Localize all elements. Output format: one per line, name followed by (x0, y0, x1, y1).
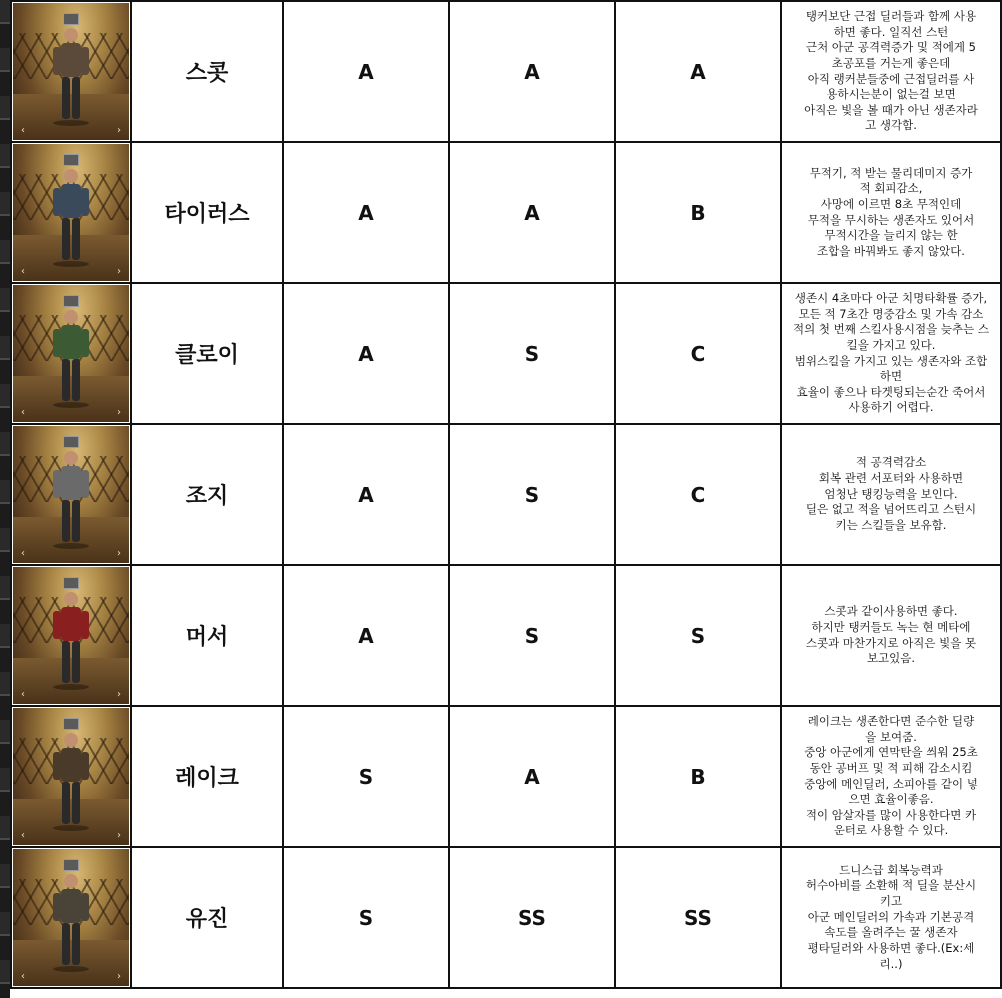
grade-2: S (449, 565, 615, 706)
survivor-description: 레이크는 생존한다면 준수한 딜량 을 보여줌. 중앙 아군에게 연막탄을 씌워 25초 동안 공버프 및 적 피해 감소시킴 중앙에 메인딜러, 소피아를 같이 넣 으면 효율이좋음. 적이 암살자를 많이 사용한다면 카 운터로 사용할 수 있다. (804, 714, 978, 838)
table-row (11, 142, 1001, 283)
next-arrow-icon[interactable]: › (117, 548, 121, 559)
character-portrait[interactable] (13, 3, 129, 140)
table-row (11, 283, 1001, 424)
character-figure (47, 23, 95, 127)
character-portrait[interactable] (13, 708, 129, 845)
character-figure (47, 728, 95, 832)
survivor-description: 탱커보단 근접 딜러들과 함께 사용 하면 좋다. 일직선 스턴 근처 아군 공격력증가 및 적에게 5 초공포를 거는게 좋은데 아직 랭커분들중에 근접딜러를 사 용하시는분이 없는걸 보면 아직은 빛을 볼 때가 아닌 생존자라 고 생각함. (804, 9, 978, 133)
grade-3: C (615, 283, 781, 424)
table-row (11, 424, 1001, 565)
survivor-description: 드니스급 회복능력과 허수아비를 소환해 적 딜을 분산시 키고 아군 메인딜러의 가속과 기본공격 속도를 올려주는 꿀 생존자 평타딜러와 사용하면 좋다.(Ex:세 리..) (805, 862, 977, 971)
table-row (11, 565, 1001, 706)
grade-3: B (615, 706, 781, 847)
character-figure (47, 446, 95, 550)
survivor-name: 클로이 (131, 283, 283, 424)
grade-3: A (615, 1, 781, 142)
survivor-description: 스콧과 같이사용하면 좋다. 하지만 탱커들도 녹는 현 메타에 스콧과 마찬가지로 아직은 빛을 못 보고있음. (805, 604, 977, 666)
survivor-name: 스콧 (131, 1, 283, 142)
grade-3: SS (615, 847, 781, 988)
grade-2: A (449, 1, 615, 142)
grade-2: A (449, 142, 615, 283)
next-arrow-icon[interactable]: › (117, 830, 121, 841)
description-cell (781, 424, 1001, 565)
description-cell (781, 1, 1001, 142)
survivor-name: 레이크 (131, 706, 283, 847)
next-arrow-icon[interactable]: › (117, 407, 121, 418)
grade-2: SS (449, 847, 615, 988)
grade-1: A (283, 1, 449, 142)
next-arrow-icon[interactable]: › (117, 689, 121, 700)
survivor-description: 무적기, 적 받는 물리데미지 증가 적 회피감소, 사망에 이르면 8초 무적인데 무적을 무시하는 생존자도 있어서 무적시간을 늘리지 않는 한 조합을 바꿔봐도 좋지 않았다. (807, 165, 975, 258)
next-arrow-icon[interactable]: › (117, 266, 121, 277)
description-cell (781, 565, 1001, 706)
survivor-description: 생존시 4초마다 아군 치명타확률 증가, 모든 적 7초간 명중감소 및 가속 감소 적의 첫 번째 스킬사용시점을 늦추는 스 킬을 가지고 있다. 범위스킬을 가지고 있는 생존자와 조합 하면 효율이 좋으나 타겟팅되는순간 죽어서 사용하기 어렵다. (792, 291, 990, 415)
survivor-description: 적 공격력감소 회복 관련 서포터와 사용하면 엄청난 탱킹능력을 보인다. 딜은 없고 적을 넘어뜨리고 스턴시 키는 스킬들을 보유함. (805, 455, 977, 532)
character-figure (47, 164, 95, 268)
survivor-name: 조지 (131, 424, 283, 565)
grade-3: C (615, 424, 781, 565)
survivor-tier-table (10, 0, 1002, 989)
character-portrait[interactable] (13, 144, 129, 281)
grade-2: S (449, 283, 615, 424)
portrait-cell (11, 142, 131, 283)
prev-arrow-icon[interactable]: ‹ (21, 689, 25, 700)
survivor-name: 머서 (131, 565, 283, 706)
portrait-cell (11, 565, 131, 706)
description-cell (781, 283, 1001, 424)
table-row (11, 706, 1001, 847)
character-portrait[interactable] (13, 426, 129, 563)
portrait-cell (11, 283, 131, 424)
grade-1: A (283, 142, 449, 283)
character-portrait[interactable] (13, 849, 129, 986)
grade-2: S (449, 424, 615, 565)
prev-arrow-icon[interactable]: ‹ (21, 407, 25, 418)
portrait-cell (11, 424, 131, 565)
grade-3: B (615, 142, 781, 283)
grade-1: A (283, 283, 449, 424)
description-cell (781, 706, 1001, 847)
left-scroll-edge (0, 0, 10, 998)
prev-arrow-icon[interactable]: ‹ (21, 971, 25, 982)
survivor-name: 타이러스 (131, 142, 283, 283)
portrait-cell (11, 1, 131, 142)
portrait-cell (11, 847, 131, 988)
prev-arrow-icon[interactable]: ‹ (21, 125, 25, 136)
description-cell (781, 142, 1001, 283)
table-row (11, 847, 1001, 988)
survivor-name: 유진 (131, 847, 283, 988)
character-portrait[interactable] (13, 567, 129, 704)
prev-arrow-icon[interactable]: ‹ (21, 266, 25, 277)
next-arrow-icon[interactable]: › (117, 971, 121, 982)
character-portrait[interactable] (13, 285, 129, 422)
grade-1: A (283, 565, 449, 706)
table-row (11, 1, 1001, 142)
grade-2: A (449, 706, 615, 847)
grade-1: A (283, 424, 449, 565)
next-arrow-icon[interactable]: › (117, 125, 121, 136)
grade-1: S (283, 706, 449, 847)
grade-1: S (283, 847, 449, 988)
character-figure (47, 869, 95, 973)
character-figure (47, 587, 95, 691)
grade-3: S (615, 565, 781, 706)
portrait-cell (11, 706, 131, 847)
character-figure (47, 305, 95, 409)
prev-arrow-icon[interactable]: ‹ (21, 548, 25, 559)
prev-arrow-icon[interactable]: ‹ (21, 830, 25, 841)
description-cell (781, 847, 1001, 988)
